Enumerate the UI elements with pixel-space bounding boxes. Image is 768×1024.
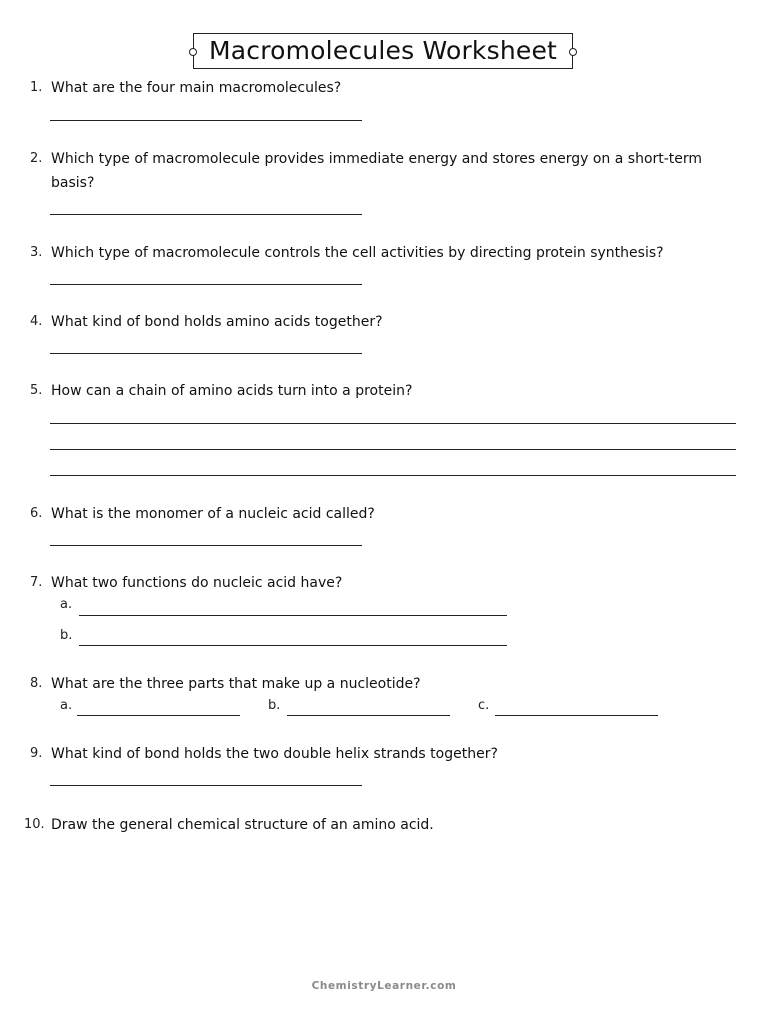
answer-line-9[interactable] <box>50 785 362 786</box>
drawing-area[interactable] <box>50 845 736 965</box>
question-7-sub-label-b: b. <box>60 628 73 643</box>
question-10-text: Draw the general chemical structure of an amino acid. <box>51 817 434 833</box>
question-4-number: 4. <box>30 314 43 329</box>
answer-line-5a[interactable] <box>50 423 736 424</box>
answer-line-8a[interactable] <box>77 715 240 716</box>
question-6-text: What is the monomer of a nucleic acid called? <box>51 506 375 522</box>
answer-line-5c[interactable] <box>50 475 736 476</box>
answer-line-8b[interactable] <box>287 715 450 716</box>
question-7-sub-label-a: a. <box>60 597 73 612</box>
question-3-number: 3. <box>30 245 43 260</box>
answer-line-8c[interactable] <box>495 715 658 716</box>
question-9-number: 9. <box>30 746 43 761</box>
question-5-number: 5. <box>30 383 43 398</box>
question-8-text: What are the three parts that make up a nucleotide? <box>51 676 421 692</box>
answer-line-5b[interactable] <box>50 449 736 450</box>
question-8-number: 8. <box>30 676 43 691</box>
question-10-number: 10. <box>24 817 45 832</box>
answer-line-7a[interactable] <box>79 615 507 616</box>
question-3-text: Which type of macromolecule controls the cell activities by directing protein synthesis? <box>51 245 664 261</box>
answer-line-2[interactable] <box>50 214 362 215</box>
answer-line-4[interactable] <box>50 353 362 354</box>
question-8-sub-label-b: b. <box>268 698 281 713</box>
question-7-text: What two functions do nucleic acid have? <box>51 575 343 591</box>
question-1-number: 1. <box>30 80 43 95</box>
footer-credit: ChemistryLearner.com <box>311 980 457 992</box>
question-9-text: What kind of bond holds the two double helix strands together? <box>51 746 498 762</box>
answer-line-6[interactable] <box>50 545 362 546</box>
title-frame <box>193 33 573 69</box>
question-8-sub-label-c: c. <box>478 698 490 713</box>
answer-line-7b[interactable] <box>79 645 507 646</box>
answer-line-1[interactable] <box>50 120 362 121</box>
question-2-text: Which type of macromolecule provides immediate energy and stores energy on a short-term basis? <box>51 151 703 191</box>
question-8-sub-label-a: a. <box>60 698 73 713</box>
question-4-text: What kind of bond holds amino acids together? <box>51 314 383 330</box>
question-7-number: 7. <box>30 575 43 590</box>
question-5-text: How can a chain of amino acids turn into a protein? <box>51 383 413 399</box>
question-6-number: 6. <box>30 506 43 521</box>
question-1-text: What are the four main macromolecules? <box>51 80 342 96</box>
page-title: Macromolecules Worksheet <box>208 36 558 65</box>
answer-line-3[interactable] <box>50 284 362 285</box>
question-2-number: 2. <box>30 151 43 166</box>
